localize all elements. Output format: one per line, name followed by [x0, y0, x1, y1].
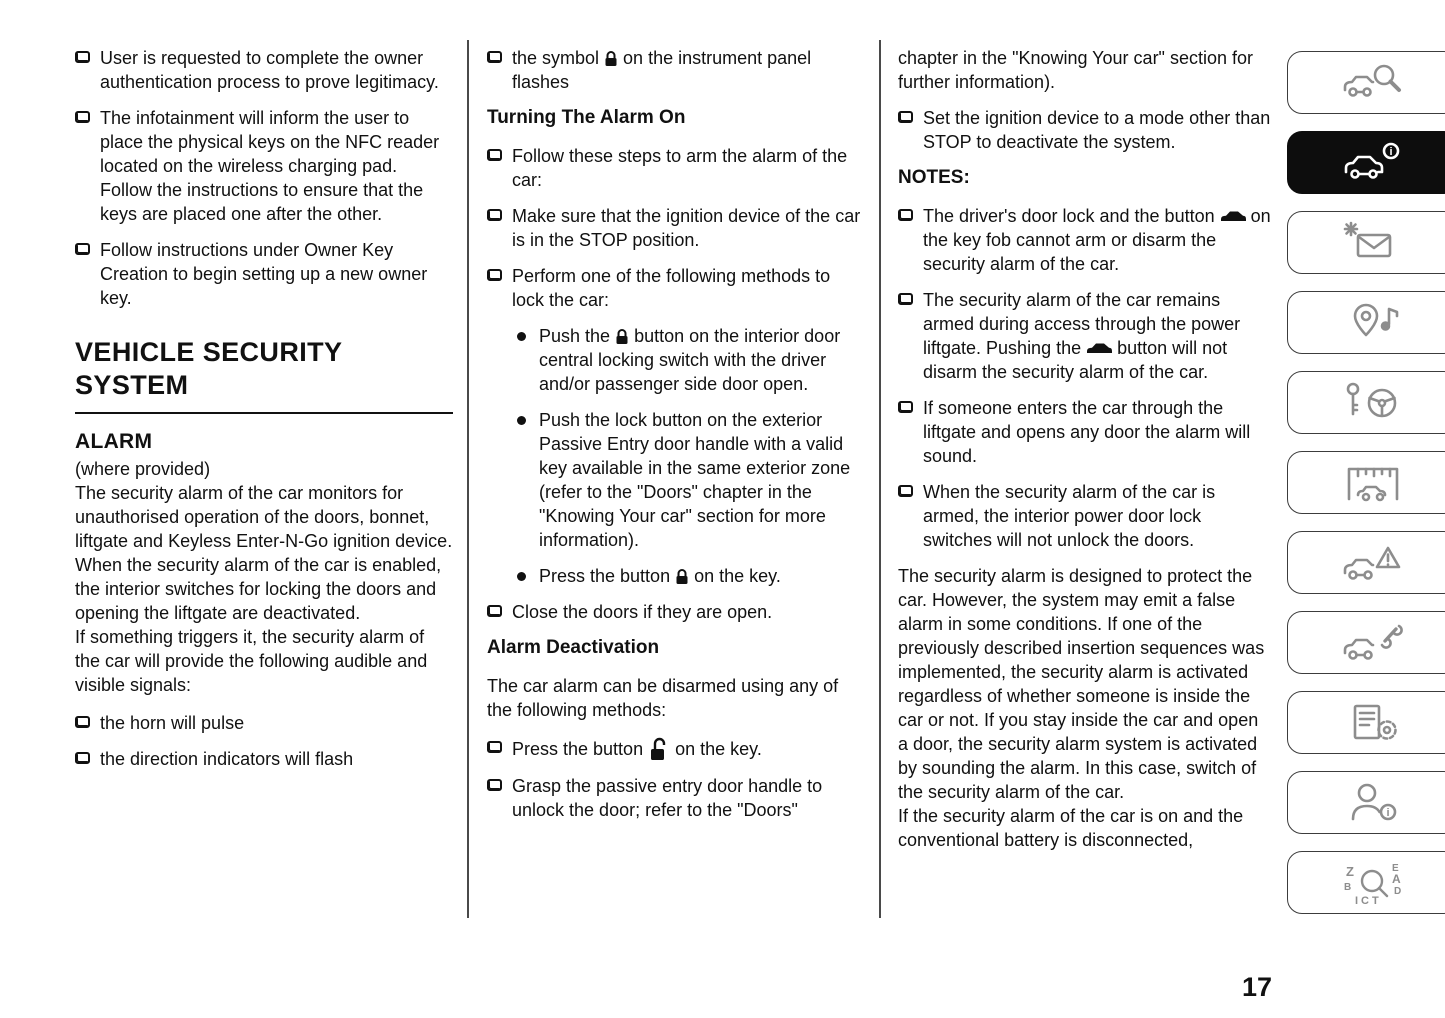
dot-bullet-icon: [517, 416, 526, 425]
list-item-text: the direction indicators will flash: [100, 749, 354, 769]
svg-text:A: A: [1392, 871, 1401, 886]
alarm-deactivation-heading: Alarm Deactivation: [487, 637, 660, 658]
unlock-icon: [649, 736, 669, 762]
checkbox-bullet-icon: [898, 293, 913, 305]
lock-icon: [615, 328, 629, 345]
text-segment: button will not disarm the security alarm of the car.: [923, 338, 1228, 382]
list-item: [487, 264, 865, 312]
checkbox-bullet-icon: [487, 605, 502, 617]
notes-heading: NOTES:: [898, 167, 970, 188]
svg-text:D: D: [1394, 885, 1402, 897]
car-info-icon: [1341, 139, 1405, 187]
column-divider: [879, 40, 881, 918]
list-item: [898, 480, 1272, 552]
checkbox-bullet-icon: [75, 51, 90, 63]
text-segment: on the key.: [675, 739, 762, 759]
list-item-text: Make sure that the ignition device of the car is in the STOP position.: [512, 206, 861, 250]
checkbox-bullet-icon: [898, 209, 913, 221]
checkbox-bullet-icon: [898, 401, 913, 413]
list-item: [487, 204, 865, 252]
text-segment: Push the: [539, 326, 611, 346]
list-item-text: The infotainment will inform the user to place the physical keys on the NFC reader located on the wireless charging pad. Follow the instructions to ensure that the keys are placed one after the other.: [100, 108, 440, 224]
list-item-text: Set the ignition device to a mode other than STOP to deactivate the system.: [923, 108, 1271, 152]
list-item: [898, 106, 1272, 154]
list-item-text: [512, 736, 865, 762]
sidebar-tab-knowing-your-car[interactable]: [1287, 51, 1445, 114]
text-segment: Press the button: [512, 739, 644, 759]
dot-bullet-icon: [517, 332, 526, 341]
checkbox-bullet-icon: [75, 111, 90, 123]
sidebar-tab-car-wash[interactable]: [1287, 451, 1445, 514]
svg-text:i: i: [1386, 806, 1390, 819]
lock-icon: [675, 568, 689, 585]
sidebar-tab-starting-and-driving[interactable]: [1287, 371, 1445, 434]
sidebar-tab-customer-information[interactable]: [1287, 771, 1445, 834]
paragraph: The security alarm of the car monitors for unauthorised operation of the doors, bonnet, liftgate and Keyless Enter-N-Go ignition device.: [75, 483, 453, 551]
sub-list-item: [517, 408, 865, 552]
sidebar-tab-in-an-emergency[interactable]: [1287, 531, 1445, 594]
list-item: [487, 144, 865, 192]
paragraph: If something triggers it, the security alarm of the car will provide the following audible and visible signals:: [75, 627, 428, 695]
list-item: [75, 711, 453, 735]
sidebar-tab-servicing-and-care[interactable]: [1287, 611, 1445, 674]
checkbox-bullet-icon: [487, 269, 502, 281]
sidebar-tab-knowing-instrument-panel[interactable]: [1287, 131, 1445, 194]
checkbox-bullet-icon: [487, 779, 502, 791]
page-number: 17: [1242, 972, 1273, 1002]
car-service-icon: [1341, 619, 1405, 667]
sub-list-item: [517, 324, 865, 396]
checkbox-bullet-icon: [75, 752, 90, 764]
checkbox-bullet-icon: [487, 209, 502, 221]
text-segment: on the key.: [694, 566, 781, 586]
list-item-text: [512, 46, 865, 94]
sub-list-item: [517, 564, 865, 588]
list-item-text: [539, 564, 781, 588]
list-item-text: Follow these steps to arm the alarm of the car:: [512, 146, 848, 190]
list-item: [75, 747, 453, 771]
list-item: [487, 46, 865, 94]
list-item: [75, 46, 453, 94]
list-item-text: Push the lock button on the exterior Passive Entry door handle with a valid key available in the same exterior zone (refer to the "Doors" chapter in the "Knowing Your car" section for more information).: [539, 410, 851, 550]
paragraph: If the security alarm of the car is on and the conventional battery is disconnected,: [898, 806, 1244, 850]
list-item-text: User is requested to complete the owner authentication process to prove legitimacy.: [100, 48, 439, 92]
continuation-paragraph: chapter in the "Knowing Your car" section for further information).: [898, 48, 1253, 92]
alarm-heading: ALARM: [75, 430, 153, 453]
list-item-text: [923, 204, 1272, 276]
section-heading: VEHICLE SECURITY SYSTEM: [75, 336, 453, 414]
car-garage-icon: [1341, 459, 1405, 507]
list-item: [75, 238, 453, 310]
list-item: [487, 600, 865, 624]
list-item-text: Follow instructions under Owner Key Creation to begin setting up a new owner key.: [100, 240, 428, 308]
text-segment: Press the button: [539, 566, 671, 586]
list-item: [75, 106, 453, 226]
column-1: [75, 46, 453, 783]
sidebar-tab-technical-data[interactable]: [1287, 691, 1445, 754]
text-segment: button on the interior door central locking switch with the driver and/or passenger side door open.: [539, 326, 841, 394]
turning-alarm-on-heading: Turning The Alarm On: [487, 107, 686, 128]
list-item: [487, 774, 865, 822]
car-search-icon: [1341, 59, 1405, 107]
checkbox-bullet-icon: [487, 741, 502, 753]
svg-text:E: E: [1392, 862, 1399, 874]
list-item-text: [923, 288, 1272, 384]
checkbox-bullet-icon: [898, 485, 913, 497]
column-divider: [467, 40, 469, 918]
paragraph: The security alarm is designed to protect the car. However, the system may emit a false alarm in some conditions. If one of the previously described insertion sequences was implemented, the security alarm is activated regardless of whether someone is inside the car or not. If you stay inside the car and open a door, the security alarm system is activated by sounding the alarm. In this case, switch of the security alarm of the car.: [898, 566, 1265, 802]
car-warning-icon: [1341, 539, 1405, 587]
checkbox-bullet-icon: [898, 111, 913, 123]
column-2: [487, 46, 865, 834]
svg-text:Z: Z: [1346, 863, 1354, 879]
checkbox-bullet-icon: [75, 243, 90, 255]
car-key-button-icon: [1220, 210, 1246, 223]
list-item-text: Close the doors if they are open.: [512, 602, 773, 622]
key-steering-icon: [1341, 379, 1405, 427]
paragraph: When the security alarm of the car is enabled, the interior switches for locking the doors and opening the liftgate are deactivated.: [75, 555, 442, 623]
sidebar-tab-multimedia-navigation[interactable]: [1287, 291, 1445, 354]
text-segment: on the instrument panel flashes: [512, 48, 812, 92]
svg-text:ICT: ICT: [1355, 894, 1382, 907]
list-item-text: When the security alarm of the car is armed, the interior power door lock switches will not unlock the doors.: [923, 482, 1216, 550]
list-item: [898, 288, 1272, 384]
text-segment: The driver's door lock and the button: [923, 206, 1215, 226]
person-info-icon: [1341, 779, 1405, 827]
dot-bullet-icon: [517, 572, 526, 581]
text-segment: The security alarm of the car remains armed during access through the power liftgate. Pushing the: [923, 290, 1241, 358]
lock-icon: [604, 50, 618, 67]
list-item-text: If someone enters the car through the liftgate and opens any door the alarm will sound.: [923, 398, 1251, 466]
checkbox-bullet-icon: [75, 716, 90, 728]
list-item: [487, 736, 865, 762]
checkbox-bullet-icon: [487, 51, 502, 63]
sidebar-tab-warning-messages[interactable]: [1287, 211, 1445, 274]
list-item: [898, 204, 1272, 276]
svg-text:i: i: [1389, 145, 1393, 158]
paragraph: The car alarm can be disarmed using any of the following methods:: [487, 676, 839, 720]
index-search-icon: [1341, 859, 1405, 907]
list-item-text: [539, 324, 865, 396]
list-item-text: Perform one of the following methods to lock the car:: [512, 266, 831, 310]
sidebar-tab-index[interactable]: [1287, 851, 1445, 914]
navigation-music-icon: [1341, 299, 1405, 347]
list-item-text: the horn will pulse: [100, 713, 245, 733]
text-segment: the symbol: [512, 48, 600, 68]
svg-text:B: B: [1344, 881, 1352, 893]
list-item-text: Grasp the passive entry door handle to unlock the door; refer to the "Doors": [512, 776, 823, 820]
column-3: [898, 46, 1272, 852]
car-key-button-icon: [1086, 342, 1112, 355]
document-gear-icon: [1341, 699, 1405, 747]
where-provided-note: (where provided): [75, 459, 211, 479]
checkbox-bullet-icon: [487, 149, 502, 161]
list-item: [898, 396, 1272, 468]
warning-message-icon: [1341, 219, 1405, 267]
text-segment: on the key fob cannot arm or disarm the security alarm of the car.: [923, 206, 1271, 274]
